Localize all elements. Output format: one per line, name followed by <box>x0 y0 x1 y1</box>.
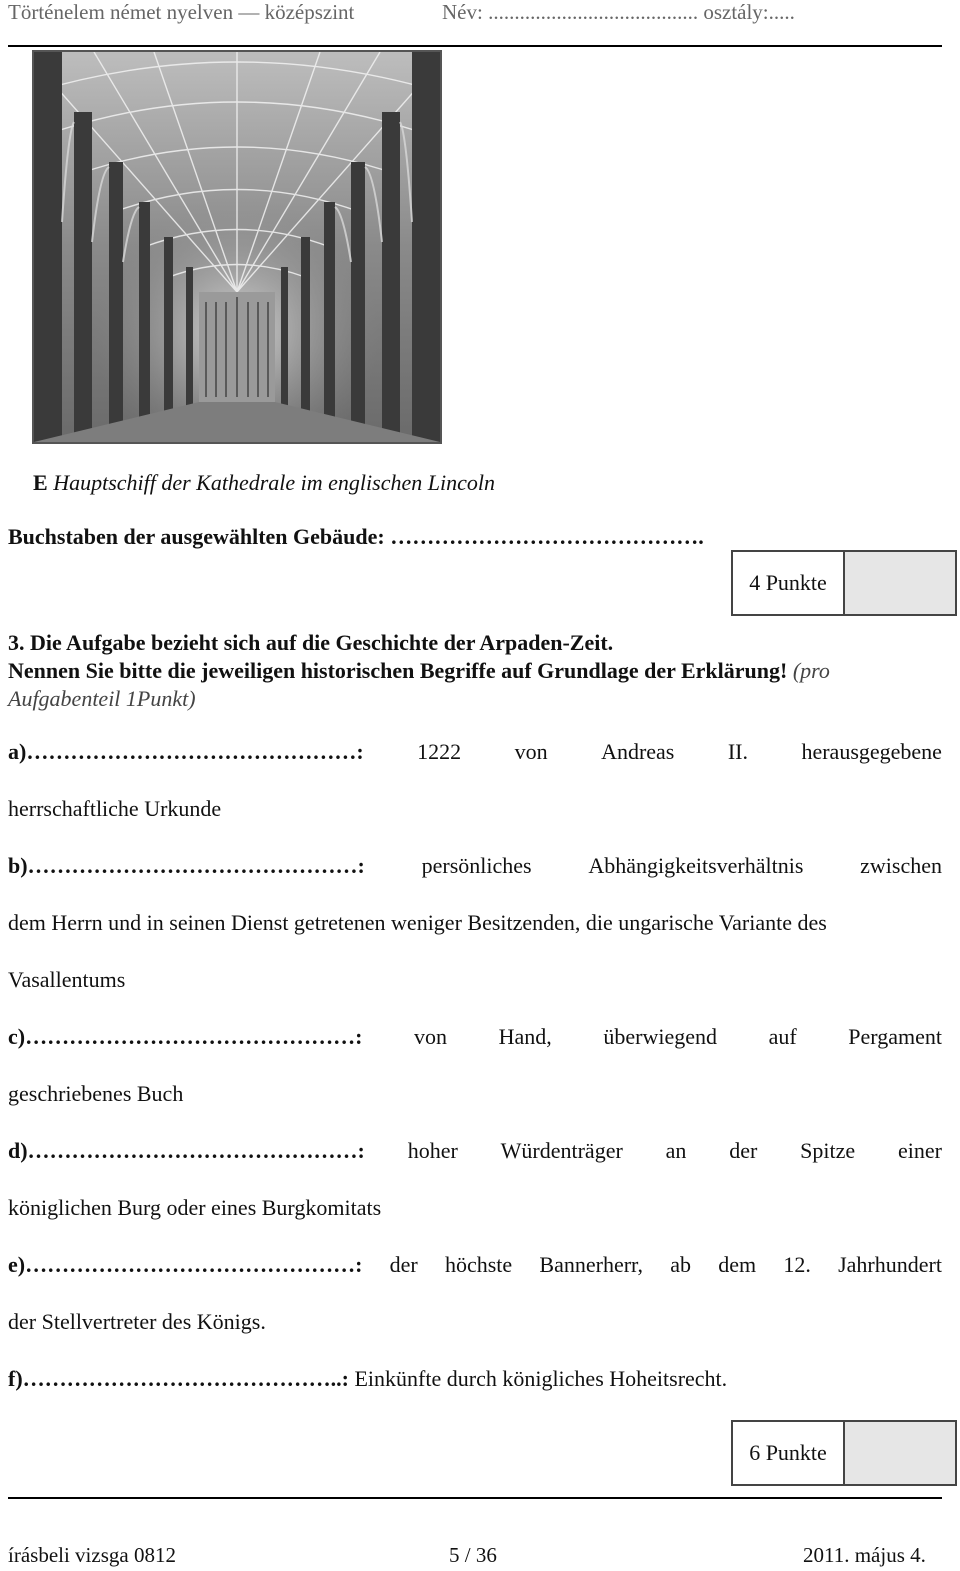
page-header-name-field: Név: ........................................ osztály:..... <box>442 0 795 24</box>
item-c-word: Hand, <box>498 1024 552 1049</box>
cathedral-photo <box>32 50 442 444</box>
item-f-line1 <box>8 1366 727 1392</box>
item-e-word: höchste <box>444 1252 513 1277</box>
item-a-line1 <box>8 739 942 765</box>
item-a-word: herausgegebene <box>801 739 942 764</box>
task2-score-field[interactable] <box>845 552 955 614</box>
task3-note-part1: (pro <box>792 658 830 683</box>
item-e-word: ab <box>670 1252 691 1277</box>
item-a-word: von <box>514 739 548 764</box>
task2-points-box <box>731 550 957 616</box>
item-f-key[interactable]: f)……………………………………..: <box>8 1366 349 1391</box>
item-e-word: Bannerherr, <box>539 1252 643 1277</box>
task3-note-line <box>8 686 196 712</box>
item-e-line1 <box>8 1252 942 1278</box>
footer-exam-code: írásbeli vizsga 0812 <box>8 1543 176 1567</box>
item-d-word: einer <box>897 1138 942 1163</box>
item-e-line2: der Stellvertreter des Königs. <box>8 1309 266 1334</box>
item-d-word: an <box>665 1138 687 1163</box>
item-d-word: Würdenträger <box>500 1138 623 1163</box>
footer-rule <box>8 1497 942 1499</box>
task3-title-line2-wrap <box>8 658 830 684</box>
item-d-line2: königlichen Burg oder eines Burgkomitats <box>8 1195 382 1220</box>
item-a-line2: herrschaftliche Urkunde <box>8 796 222 821</box>
header-rule <box>8 45 942 47</box>
item-e-key[interactable]: e)………………………………………: <box>8 1252 363 1277</box>
task2-answer-dots[interactable]: ……………………………………. <box>390 524 704 549</box>
task2-points-label: 4 Punkte <box>733 552 845 614</box>
item-e-word: dem <box>718 1252 757 1277</box>
item-a-word: 1222 <box>417 739 462 764</box>
item-b-line3: Vasallentums <box>8 967 126 992</box>
item-e-word: Jahrhundert <box>838 1252 942 1277</box>
task2-answer-label: Buchstaben der ausgewählten Gebäude: <box>8 524 385 549</box>
task2-answer-line <box>8 524 704 550</box>
task3-title-line2: Nennen Sie bitte die jeweiligen historischen Begriffe auf Grundlage der Erklärung! <box>8 658 788 683</box>
item-d-key[interactable]: d)………………………………………: <box>8 1138 365 1163</box>
task3-note-part2: Aufgabenteil 1Punkt) <box>8 686 196 711</box>
item-c-key[interactable]: c)………………………………………: <box>8 1024 363 1049</box>
item-b-word: zwischen <box>860 853 942 878</box>
task3-points-box <box>731 1420 957 1486</box>
item-e-word: 12. <box>783 1252 811 1277</box>
task3-points-label: 6 Punkte <box>733 1422 845 1484</box>
item-c-word: auf <box>768 1024 797 1049</box>
item-c-word: überwiegend <box>603 1024 717 1049</box>
task3-title-line1: 3. Die Aufgabe bezieht sich auf die Geschichte der Arpaden-Zeit. <box>8 630 614 655</box>
item-b-word: persönliches <box>421 853 532 878</box>
task3-score-field[interactable] <box>845 1422 955 1484</box>
item-d-word: Spitze <box>800 1138 856 1163</box>
item-a-word: Andreas <box>601 739 675 764</box>
item-a-word: II. <box>727 739 748 764</box>
item-d-word: der <box>729 1138 758 1163</box>
item-f-text: Einkünfte durch königliches Hoheitsrecht. <box>354 1366 728 1391</box>
item-a-key[interactable]: a)………………………………………: <box>8 739 364 764</box>
caption-text: Hauptschiff der Kathedrale im englischen Lincoln <box>53 470 495 495</box>
item-e-word: der <box>389 1252 418 1277</box>
figure-caption <box>33 470 495 496</box>
item-c-line1 <box>8 1024 942 1050</box>
item-b-word: Abhängigkeitsverhältnis <box>588 853 804 878</box>
page-header-subject: Történelem német nyelven — középszint <box>8 0 355 24</box>
caption-letter: E <box>33 470 48 495</box>
footer-date: 2011. május 4. <box>803 1543 926 1567</box>
item-d-word: hoher <box>407 1138 458 1163</box>
footer-page-number: 5 / 36 <box>449 1543 497 1567</box>
item-c-word: Pergament <box>848 1024 942 1049</box>
item-c-word: von <box>414 1024 448 1049</box>
item-d-line1 <box>8 1138 942 1164</box>
item-b-key[interactable]: b)………………………………………: <box>8 853 365 878</box>
item-b-line1 <box>8 853 942 879</box>
item-c-line2: geschriebenes Buch <box>8 1081 184 1106</box>
item-b-line2: dem Herrn und in seinen Dienst getretenen weniger Besitzenden, die ungarische Variante des <box>8 910 827 935</box>
